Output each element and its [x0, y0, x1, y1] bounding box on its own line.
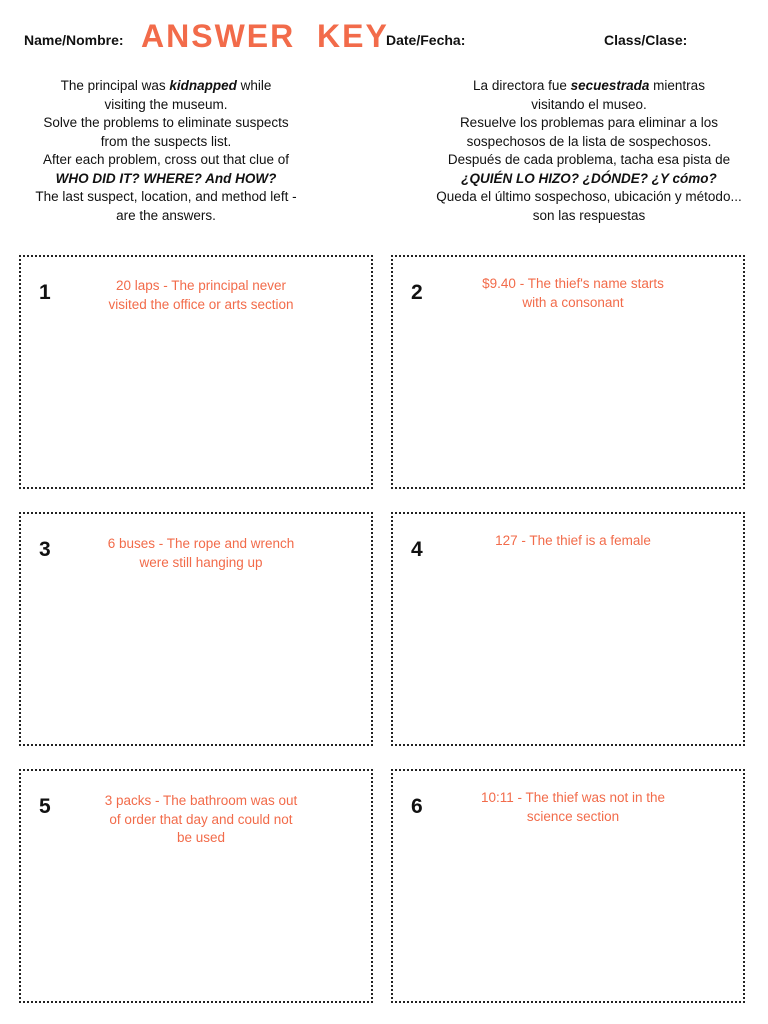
- answer-line: 6 buses - The rope and wrench: [107, 536, 295, 551]
- class-label: Class/Clase:: [604, 32, 688, 48]
- instruction-line: [434, 96, 744, 115]
- emphasis-text: WHO DID IT? WHERE? And HOW?: [55, 170, 277, 186]
- date-label: Date/Fecha:: [386, 32, 466, 48]
- problem-number: 1: [39, 281, 51, 304]
- problem-box-2: [391, 255, 745, 489]
- problem-box-1: [19, 255, 373, 489]
- problem-answer: [83, 792, 319, 848]
- instruction-text: After each problem, cross out that clue of: [42, 152, 290, 167]
- problem-number: 3: [39, 538, 51, 561]
- problem-box-3: [19, 512, 373, 746]
- answer-line: be used: [176, 830, 226, 845]
- answer-line: 20 laps - The principal never: [115, 278, 287, 293]
- instruction-line: [434, 188, 744, 207]
- answer-line: 3 packs - The bathroom was out: [104, 793, 298, 808]
- instructions-spanish: [434, 77, 744, 225]
- instruction-line: [11, 170, 321, 189]
- instruction-line: [434, 170, 744, 189]
- problem-box-4: [391, 512, 745, 746]
- instruction-line: [11, 151, 321, 170]
- instruction-line: [11, 133, 321, 152]
- answer-line: were still hanging up: [139, 554, 263, 570]
- instruction-line: [11, 114, 321, 133]
- emphasis-text: ¿QUIÉN LO HIZO? ¿DÓNDE? ¿Y cómo?: [461, 170, 717, 186]
- instruction-text: Después de cada problema, tacha esa pista de: [447, 152, 731, 167]
- instruction-line: [11, 188, 321, 207]
- problem-number: 2: [411, 281, 423, 304]
- problem-answer: [455, 275, 691, 312]
- answer-line: science section: [526, 808, 620, 824]
- name-label: Name/Nombre:: [24, 32, 124, 48]
- instruction-text: Queda el último sospechoso, ubicación y método...: [436, 189, 742, 204]
- instruction-text: The principal was: [60, 78, 170, 93]
- instruction-line: [434, 77, 744, 96]
- problem-answer: [83, 535, 319, 572]
- instruction-text: Solve the problems to eliminate suspects: [43, 115, 289, 130]
- instruction-line: [11, 207, 321, 226]
- problem-number: 5: [39, 795, 51, 818]
- problem-answer: [455, 789, 691, 826]
- instruction-text: while: [236, 78, 272, 93]
- instruction-text: La directora fue: [473, 78, 571, 93]
- instruction-line: [434, 114, 744, 133]
- problem-number: 4: [411, 538, 423, 561]
- answer-line: visited the office or arts section: [108, 296, 294, 312]
- answer-line: of order that day and could not: [109, 811, 293, 827]
- instruction-line: [11, 96, 321, 115]
- problem-box-5: [19, 769, 373, 1003]
- instruction-line: [434, 133, 744, 152]
- instruction-text: Resuelve los problemas para eliminar a los: [459, 115, 719, 130]
- instruction-text: visiting the museum.: [104, 96, 228, 112]
- instruction-text: are the answers.: [116, 207, 216, 223]
- answer-line: 127 - The thief is a female: [495, 533, 651, 548]
- header: [0, 18, 768, 62]
- instruction-text: son las respuestas: [532, 207, 646, 223]
- problem-box-6: [391, 769, 745, 1003]
- instruction-line: [434, 151, 744, 170]
- answer-key-title: ANSWER KEY: [141, 18, 389, 54]
- instructions-english: [11, 77, 321, 225]
- problem-number: 6: [411, 795, 423, 818]
- instruction-line: [434, 207, 744, 226]
- instruction-line: [11, 77, 321, 96]
- problem-answer: [455, 532, 691, 551]
- instruction-text: from the suspects list.: [100, 133, 232, 149]
- emphasis-text: secuestrada: [570, 78, 650, 93]
- instruction-text: The last suspect, location, and method left -: [35, 189, 297, 204]
- instruction-text: visitando el museo.: [531, 96, 647, 112]
- problem-answer: [83, 277, 319, 314]
- answer-line: $9.40 - The thief's name starts: [482, 276, 664, 291]
- answer-line: 10:11 - The thief was not in the: [480, 790, 666, 805]
- instruction-text: sospechosos de la lista de sospechosos.: [466, 133, 712, 149]
- instruction-text: mientras: [649, 78, 705, 93]
- emphasis-text: kidnapped: [169, 78, 237, 93]
- answer-line: with a consonant: [522, 294, 624, 310]
